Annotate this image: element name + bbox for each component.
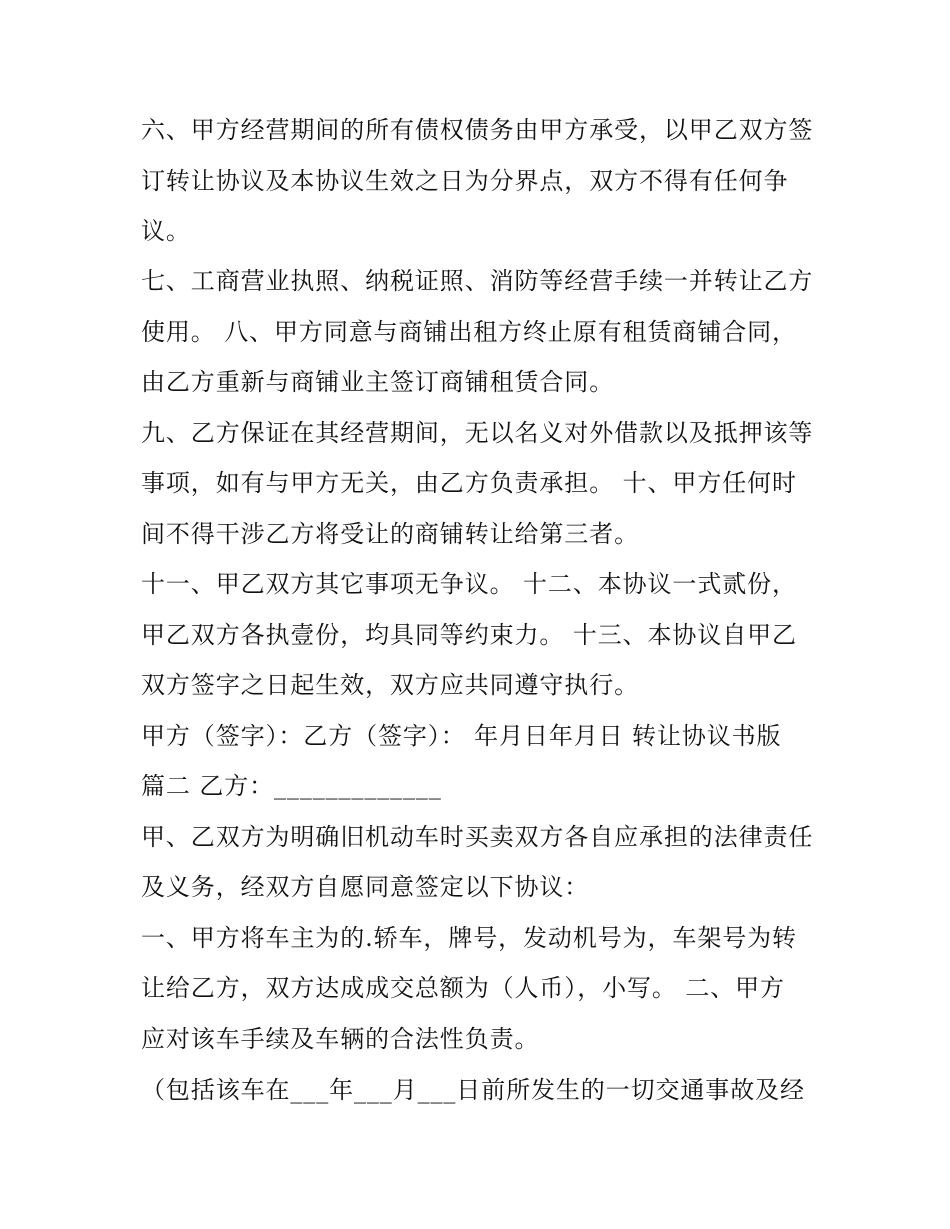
text-line: （包括该车在___年___月___日前所发生的一切交通事故及经 xyxy=(141,1076,805,1104)
text-line: 甲、乙双方为明确旧机动车时买卖双方各自应承担的法律责任 xyxy=(141,823,814,851)
text-line: 一、甲方将车主为的.轿车，牌号，发动机号为，车架号为转 xyxy=(141,924,797,952)
text-line: 篇二 乙方：_____________ xyxy=(141,772,442,800)
text-line: 甲方（签字）：乙方（签字）： 年月日年月日 转让协议书版 xyxy=(141,722,782,750)
text-line: 十一、甲乙双方其它事项无争议。 十二、本协议一式贰份， xyxy=(141,570,797,598)
text-line: 双方签字之日起生效，双方应共同遵守执行。 xyxy=(141,671,639,699)
text-line: 议。 xyxy=(141,217,191,245)
text-line: 订转让协议及本协议生效之日为分界点，双方不得有任何争 xyxy=(141,167,789,195)
text-line: 使用。 八、甲方同意与商铺出租方终止原有租赁商铺合同， xyxy=(141,318,797,346)
text-line: 由乙方重新与商铺业主签订商铺租赁合同。 xyxy=(141,368,615,396)
text-line: 及义务，经双方自愿同意签定以下协议： xyxy=(141,873,590,901)
text-line: 六、甲方经营期间的所有债权债务由甲方承受，以甲乙双方签 xyxy=(141,116,814,144)
text-line: 事项，如有与甲方无关，由乙方负责承担。 十、甲方任何时 xyxy=(141,469,797,497)
text-line: 九、乙方保证在其经营期间，无以名义对外借款以及抵押该等 xyxy=(141,419,814,447)
text-line: 七、工商营业执照、纳税证照、消防等经营手续一并转让乙方 xyxy=(141,267,814,295)
text-line: 甲乙双方各执壹份，均具同等约束力。 十三、本协议自甲乙 xyxy=(141,621,797,649)
text-line: 间不得干涉乙方将受让的商铺转让给第三者。 xyxy=(141,520,639,548)
text-line: 让给乙方，双方达成成交总额为（人币），小写。 二、甲方 xyxy=(141,974,785,1002)
text-line: 应对该车手续及车辆的合法性负责。 xyxy=(141,1025,540,1053)
